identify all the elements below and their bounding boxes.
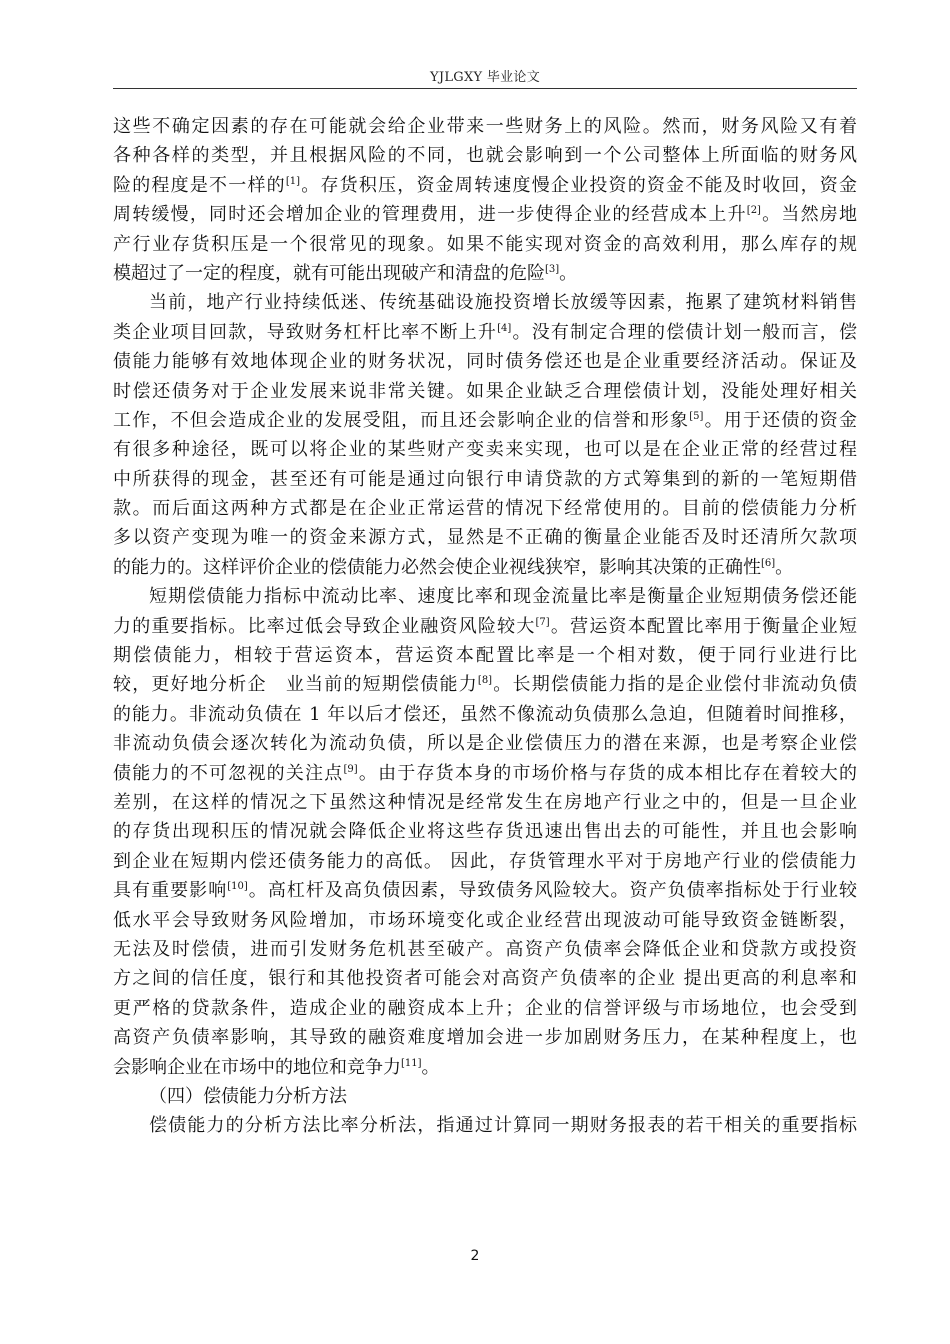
text-line: 差别，在这样的情况之下虽然这种情况是经常发生在房地产行业之中的，但是一旦企业 — [113, 791, 857, 813]
text-line: 多以资产变现为唯一的资金来源方式，显然是不正确的衡量企业能否及时还清所欠款项 — [113, 527, 857, 549]
text-line: 类企业项目回款，导致财务杠杆比率不断上升[4]。没有制定合理的偿债计划一般而言，偿 — [113, 321, 857, 343]
citation: [5] — [689, 410, 704, 422]
text-line: 产行业存货积压是一个很常见的现象。如果不能实现对资金的高效利用，那么库存的规 — [113, 233, 857, 255]
text-line: 方之间的信任度，银行和其他投资者可能会对高资产负债率的企业 提出更高的利息率和 — [113, 968, 857, 990]
text-line: 会影响企业在市场中的地位和竞争力[11]。 — [113, 1056, 440, 1078]
text-line: 款。而后面这两种方式都是在企业正常运营的情况下经常使用的。目前的偿债能力分析 — [113, 498, 857, 520]
page-number: 2 — [470, 1248, 480, 1264]
text-line: 时偿还债务对于企业发展来说非常关键。如果企业缺乏合理偿债计划，没能处理好相关 — [113, 380, 857, 402]
citation: [1] — [285, 175, 301, 187]
citation: [3] — [545, 263, 560, 275]
text-line: 低水平会导致财务风险增加，市场环境变化或企业经营出现波动可能导致资金链断裂， — [113, 909, 857, 931]
text-line: 非流动负债会逐次转化为流动负债，所以是企业偿债压力的潜在来源，也是考察企业偿 — [113, 733, 857, 755]
text-line: 无法及时偿债，进而引发财务危机甚至破产。高资产负债率会降低企业和贷款方或投资 — [113, 938, 857, 960]
text-line: 的能力。非流动负债在 1 年以后才偿还，虽然不像流动负债那么急迫，但随着时间推移， — [113, 703, 857, 725]
text-line: 高资产负债率影响，其导致的融资难度增加会进一步加剧财务压力，在某种程度上，也 — [113, 1027, 857, 1049]
citation: [4] — [497, 322, 512, 334]
citation: [2] — [746, 205, 761, 217]
text-line: 工作，不但会造成企业的发展受阻，而且还会影响企业的信誉和形象[5]。用于还债的资金 — [113, 409, 857, 431]
text-line: 债能力能够有效地体现企业的财务状况，同时债务偿还也是企业重要经济活动。保证及 — [113, 351, 857, 373]
text-line: 更严格的贷款条件，造成企业的融资成本上升；企业的信誉评级与市场地位，也会受到 — [113, 997, 857, 1019]
paragraph-start: 当前，地产行业持续低迷、传统基础设施投资增长放缓等因素，拖累了建筑材料销售 — [149, 292, 857, 314]
header-divider — [113, 88, 857, 89]
citation: [10] — [227, 881, 248, 893]
citation: [9] — [343, 763, 358, 775]
text-line: 具有重要影响[10]。高杠杆及高负债因素，导致债务风险较大。资产负债率指标处于行业较 — [113, 880, 857, 902]
citation: [11] — [401, 1057, 422, 1069]
paper-body — [113, 112, 857, 1141]
citation: [8] — [477, 675, 493, 687]
text-line: 期偿债能力，相较于营运资本，营运资本配置比率是一个相对数，便于同行业进行比 — [113, 645, 857, 667]
text-line: 模超过了一定的程度，就有可能出现破产和清盘的危险[3]。 — [113, 262, 578, 284]
text-line: 较，更好地分析企 业当前的短期偿债能力[8]。长期偿债能力指的是企业偿付非流动负债 — [113, 674, 857, 696]
text-line: 到企业在短期内偿还债务能力的高低。 因此，存货管理水平对于房地产行业的偿债能力 — [113, 850, 857, 872]
text-line: 中所获得的现金，甚至还有可能是通过向银行申请贷款的方式筹集到的新的一笔短期借 — [113, 468, 857, 490]
text-line: 的能力的。这样评价企业的偿债能力必然会使企业视线狭窄，影响其决策的正确性[6]。 — [113, 556, 794, 578]
citation: [7] — [535, 616, 550, 628]
text-line: 各种各样的类型，并且根据风险的不同，也就会影响到一个公司整体上所面临的财务风 — [113, 145, 857, 167]
text-line: 有很多种途径，既可以将企业的某些财产变卖来实现，也可以是在企业正常的经营过程 — [113, 439, 857, 461]
text-line: 险的程度是不一样的[1]。存货积压，资金周转速度慢企业投资的资金不能及时收回，资金 — [113, 174, 857, 196]
text-line: 周转缓慢，同时还会增加企业的管理费用，进一步使得企业的经营成本上升[2]。当然房地 — [113, 204, 857, 226]
page-header: YJLGXY 毕业论文 — [429, 70, 541, 85]
text-line: 债能力的不可忽视的关注点[9]。由于存货本身的市场价格与存货的成本相比存在着较大的 — [113, 762, 857, 784]
paragraph-start: 短期偿债能力指标中流动比率、速度比率和现金流量比率是衡量企业短期债务偿还能 — [149, 586, 857, 608]
paragraph-start: 偿债能力的分析方法比率分析法，指通过计算同一期财务报表的若干相关的重要指标 — [149, 1115, 857, 1137]
text-line: 这些不确定因素的存在可能就会给企业带来一些财务上的风险。然而，财务风险又有着 — [113, 116, 857, 137]
section-heading: （四）偿债能力分析方法 — [149, 1085, 347, 1107]
citation: [6] — [761, 557, 776, 569]
text-line: 力的重要指标。比率过低会导致企业融资风险较大[7]。营运资本配置比率用于衡量企业短 — [113, 615, 857, 637]
text-line: 的存货出现积压的情况就会降低企业将这些存货迅速出售出去的可能性，并且也会影响 — [113, 821, 857, 843]
